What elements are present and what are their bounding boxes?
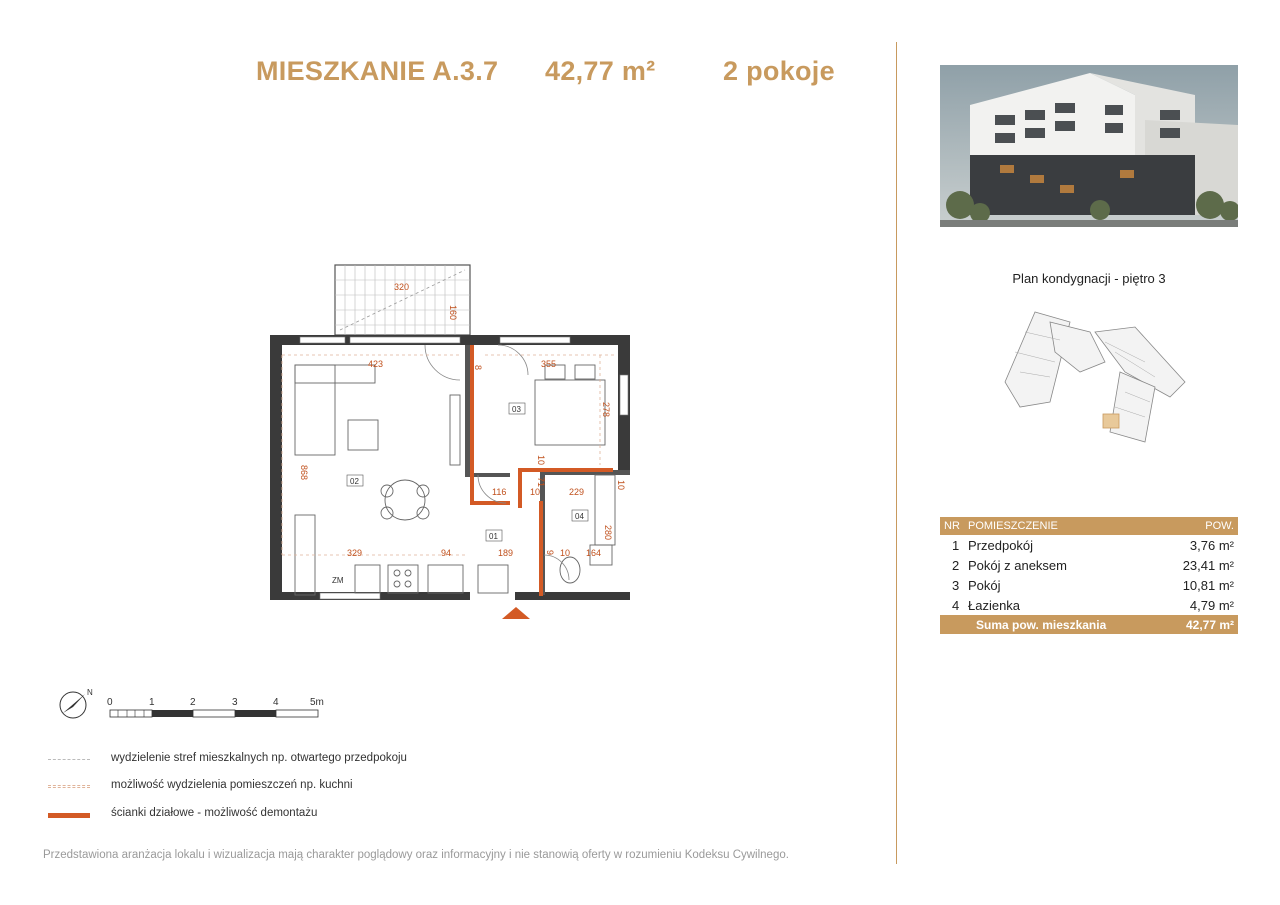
legend-text: ścianki działowe - możliwość demontażu	[111, 807, 318, 819]
floor-plan-label: Plan kondygnacji - piętro 3	[1012, 271, 1166, 286]
plan-dimension: 9	[545, 550, 555, 556]
balcony	[335, 265, 470, 335]
scale-bar	[55, 685, 345, 730]
plan-dimension: 94	[441, 548, 452, 558]
plan-dimension: 160	[448, 305, 458, 321]
table-row	[940, 555, 1238, 575]
room-area: 23,41 m²	[1182, 557, 1234, 573]
legend-swatch	[48, 813, 90, 818]
north-label: N	[87, 688, 93, 697]
scale-tick: 1	[149, 697, 155, 708]
plan-dimension: 8	[473, 365, 483, 371]
outer-walls	[270, 335, 630, 600]
legend-swatch	[48, 759, 90, 760]
apartment-floor-plan	[260, 255, 650, 625]
demolishable-walls	[470, 345, 613, 596]
plan-dimension: 355	[541, 359, 557, 369]
disclaimer: Przedstawiona aranżacja lokalu i wizualizacja mają charakter poglądowy oraz informacyjny i nie stanowią oferty w rozumieniu Kodeksu Cywilnego.	[43, 849, 789, 861]
vertical-divider	[896, 42, 897, 864]
room-name: Pokój z aneksem	[968, 557, 1067, 573]
plan-dimension: 423	[368, 359, 384, 369]
room-name: Pokój	[968, 577, 1001, 593]
plan-dimension: 320	[394, 282, 410, 292]
room-nr: 4	[952, 597, 960, 613]
legend-item	[48, 752, 468, 768]
apartment-highlight	[1103, 414, 1119, 428]
room-number: 02	[350, 477, 359, 486]
scale-tick: 5m	[310, 697, 324, 708]
sum-area: 42,77 m²	[1160, 615, 1238, 634]
table-row	[940, 575, 1238, 595]
plan-dimension: 116	[492, 487, 507, 497]
plan-dimension: 164	[586, 548, 602, 558]
room-area: 3,76 m²	[1189, 537, 1234, 553]
plan-dimension: 10	[616, 480, 626, 491]
table-header-room: POMIESZCZENIE	[966, 517, 1160, 535]
scale-tick: 0	[107, 697, 113, 708]
legend-item	[48, 779, 468, 795]
plan-dimension: 229	[569, 487, 585, 497]
table-header-nr: NR	[940, 517, 966, 535]
room-nr: 2	[952, 557, 960, 573]
north-compass-icon	[60, 688, 93, 718]
floor-key-plan	[995, 292, 1195, 452]
room-area-table	[940, 517, 1238, 634]
entrance-marker	[502, 607, 530, 619]
room-nr: 3	[952, 577, 960, 593]
room-area: 10,81 m²	[1182, 577, 1234, 593]
legend-text: wydzielenie stref mieszkalnych np. otwartego przedpokoju	[111, 752, 407, 764]
apartment-name: MIESZKANIE A.3.7	[256, 56, 499, 86]
plan-dimension: 10	[560, 548, 571, 558]
legend-swatch	[48, 785, 90, 788]
room-nr: 1	[952, 537, 960, 553]
plan-dimension: 10	[536, 455, 546, 466]
apartment-area: 42,77 m²	[545, 56, 656, 86]
plan-dimension: 280	[603, 525, 613, 541]
room-number: 03	[512, 405, 521, 414]
table-row	[940, 595, 1238, 615]
sum-label: Suma pow. mieszkania	[966, 615, 1160, 634]
plan-dimension: 71	[536, 477, 546, 488]
table-row	[940, 535, 1238, 555]
plan-dimension: 329	[347, 548, 363, 558]
plan-dimension: 189	[498, 548, 514, 558]
table-header-area: POW.	[1160, 517, 1238, 535]
room-number: 01	[489, 532, 498, 541]
plan-dimension: 10	[530, 487, 541, 497]
scale-tick: 3	[232, 697, 238, 708]
room-number: 04	[575, 512, 584, 521]
room-area: 4,79 m²	[1189, 597, 1234, 613]
plan-dimension: 868	[299, 465, 309, 481]
legend-item	[48, 807, 468, 823]
scale-tick: 4	[273, 697, 279, 708]
table-sum-row	[940, 615, 1238, 634]
apartment-rooms: 2 pokoje	[723, 56, 835, 86]
building-visualization	[940, 65, 1238, 227]
room-name: Przedpokój	[968, 537, 1034, 553]
plan-label: ZM	[332, 576, 344, 585]
plan-dimension: 278	[601, 402, 611, 418]
legend-text: możliwość wydzielenia pomieszczeń np. kuchni	[111, 779, 353, 791]
room-name: Łazienka	[968, 597, 1021, 613]
scale-tick: 2	[190, 697, 196, 708]
